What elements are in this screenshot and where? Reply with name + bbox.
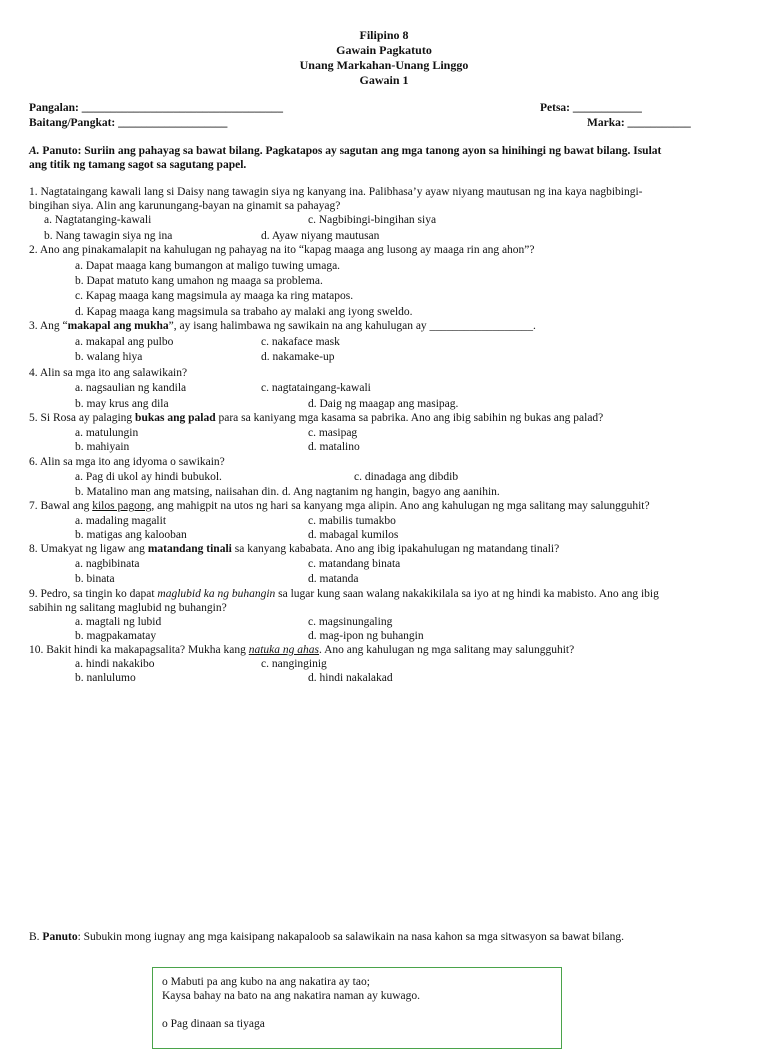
q7-text-pre: 7. Bawal ang (29, 500, 93, 512)
q5-choice-c[interactable]: c. masipag (308, 427, 358, 439)
question-4: 4. Alin sa mga ito ang salawikain? (29, 367, 188, 379)
q9-choice-a[interactable]: a. magtali ng lubid (75, 616, 162, 628)
q10-choice-a[interactable]: a. hindi nakakibo (75, 658, 155, 670)
part-b-letter: B. (29, 931, 43, 943)
date-field[interactable]: Petsa: ____________ (540, 102, 642, 114)
part-b-text: : Subukin mong iugnay ang mga kaisipang nakapaloob sa salawikain na nasa kahon sa mga sitwasyon sa bawat bilang. (77, 931, 625, 943)
q3-bold-phrase: makapal ang mukha (67, 320, 169, 332)
q1-choice-c[interactable]: c. Nagbibingi-bingihan siya (308, 214, 437, 226)
part-a-instruction-line2: ang titik ng tamang sagot sa sagutang papel. (29, 159, 247, 171)
part-b-instruction (29, 930, 624, 944)
question-1-line2: bingihan siya. Alin ang karunungang-bayan na ginamit sa pahayag? (29, 200, 341, 212)
q10-underlined-phrase: natuka ng ahas (248, 644, 320, 656)
q3-choice-d[interactable]: d. nakamake-up (261, 351, 335, 363)
q8-text-pre: 8. Umakyat ng ligaw ang (29, 543, 148, 555)
q3-text-post: ”, ay isang halimbawa ng sawikain na ang kahulugan ay __________________. (168, 320, 536, 332)
q8-bold-phrase: matandang tinali (147, 543, 232, 555)
activity-number: Gawain 1 (359, 73, 409, 87)
part-a-instruction (29, 144, 661, 158)
q8-choice-c[interactable]: c. matandang binata (308, 558, 401, 570)
q5-text-post: para sa kaniyang mga kasama sa pabrika. Ano ang ibig sabihin ng bukas ang palad? (215, 412, 604, 424)
q8-choice-d[interactable]: d. matanda (308, 573, 359, 585)
q10-choice-d[interactable]: d. hindi nakalakad (308, 672, 393, 684)
proverb-line-2: Kaysa bahay na bato na ang nakatira naman ay kuwago. (162, 990, 421, 1002)
question-1: 1. Nagtataingang kawali lang si Daisy nang tawagin siya ng kanyang ina. Palibhasa’y ayaw niyang mautusan ng ina kaya nagbibingi- (29, 186, 643, 198)
q9-text-pre: 9. Pedro, sa tingin ko dapat (29, 588, 158, 600)
name-field[interactable]: Pangalan: ___________________________________ (29, 102, 283, 114)
question-9-line2: sabihin ng salitang maglubid ng buhangin? (29, 602, 227, 614)
q5-text-pre: 5. Si Rosa ay palaging (29, 412, 136, 424)
q5-choice-b[interactable]: b. mahiyain (75, 441, 130, 453)
q10-text-post: . Ano ang kahulugan ng mga salitang may salungguhit? (319, 644, 575, 656)
q4-choice-b[interactable]: b. may krus ang dila (75, 398, 169, 410)
q2-choice-a[interactable]: a. Dapat maaga kang bumangon at maligo tuwing umaga. (75, 260, 341, 272)
q5-bold-phrase: bukas ang palad (135, 412, 216, 424)
subject-title: Filipino 8 (359, 28, 409, 42)
q7-choice-d[interactable]: d. mabagal kumilos (308, 529, 399, 541)
q4-choice-c[interactable]: c. nagtataingang-kawali (261, 382, 371, 394)
grade-section-field[interactable]: Baitang/Pangkat: ___________________ (29, 117, 228, 129)
q1-choice-a[interactable]: a. Nagtatanging-kawali (44, 214, 152, 226)
q4-choice-d[interactable]: d. Daig ng maagap ang masipag. (308, 398, 459, 410)
q9-italic-phrase: maglubid ka ng buhangin (157, 588, 276, 600)
q6-choice-c[interactable]: c. dinadaga ang dibdib (354, 471, 459, 483)
q8-choice-b[interactable]: b. binata (75, 573, 115, 585)
q6-choices-b-d[interactable]: b. Matalino man ang matsing, naiisahan din. d. Ang nagtanim ng hangin, bagyo ang aanihin. (75, 486, 500, 498)
proverb-box (152, 967, 562, 1049)
q9-choice-d[interactable]: d. mag-ipon ng buhangin (308, 630, 424, 642)
question-10 (29, 643, 574, 657)
question-8 (29, 542, 559, 556)
q1-choice-d[interactable]: d. Ayaw niyang mautusan (261, 230, 380, 242)
q2-choice-b[interactable]: b. Dapat matuto kang umahon ng maaga sa problema. (75, 275, 323, 287)
question-6: 6. Alin sa mga ito ang idyoma o sawikain? (29, 456, 225, 468)
q9-choice-c[interactable]: c. magsinungaling (308, 616, 393, 628)
proverb-line-3: o Pag dinaan sa tiyaga (162, 1018, 265, 1030)
q7-underlined-phrase: kilos pagong (92, 500, 152, 512)
question-9 (29, 587, 659, 601)
q1-choice-b[interactable]: b. Nang tawagin siya ng ina (44, 230, 173, 242)
q7-choice-a[interactable]: a. madaling magalit (75, 515, 167, 527)
q10-choice-c[interactable]: c. nanginginig (261, 658, 327, 670)
q10-choice-b[interactable]: b. nanlulumo (75, 672, 136, 684)
q9-text-post: sa lugar kung saan walang nakakikilala sa iyo at ng hindi ka mabisto. Ano ang ibig (275, 588, 659, 600)
q4-choice-a[interactable]: a. nagsaulian ng kandila (75, 382, 187, 394)
q3-choice-c[interactable]: c. nakaface mask (261, 336, 340, 348)
question-7 (29, 499, 650, 513)
q9-choice-b[interactable]: b. magpakamatay (75, 630, 157, 642)
q3-text-pre: 3. Ang “ (29, 320, 68, 332)
q8-choice-a[interactable]: a. nagbibinata (75, 558, 140, 570)
q6-choice-a[interactable]: a. Pag di ukol ay hindi bubukol. (75, 471, 222, 483)
q10-text-pre: 10. Bakit hindi ka makapagsalita? Mukha kang (29, 644, 249, 656)
question-5 (29, 411, 603, 425)
q3-choice-a[interactable]: a. makapal ang pulbo (75, 336, 174, 348)
q2-choice-c[interactable]: c. Kapag maaga kang magsimula ay maaga ka ring matapos. (75, 290, 354, 302)
score-field[interactable]: Marka: ___________ (587, 117, 691, 129)
q5-choice-d[interactable]: d. matalino (308, 441, 360, 453)
part-b-panuto: Panuto (42, 931, 78, 943)
quarter-title: Unang Markahan-Unang Linggo (299, 58, 469, 72)
q7-text-post: , ang mahigpit na utos ng hari sa kanyang mga alipin. Ano ang kahulugan ng mga salitang may salungguhit? (151, 500, 650, 512)
part-a-instruction-text: Panuto: Suriin ang pahayag sa bawat bilang. Pagkatapos ay sagutan ang mga tanong ayon sa hinihingi ng bawat bilang. Isulat (39, 145, 662, 157)
part-a-letter: A. (29, 145, 40, 157)
activity-title: Gawain Pagkatuto (336, 43, 432, 57)
question-3 (29, 319, 536, 333)
q3-choice-b[interactable]: b. walang hiya (75, 351, 143, 363)
proverb-line-1: o Mabuti pa ang kubo na ang nakatira ay tao; (162, 976, 370, 988)
q8-text-post: sa kanyang kababata. Ano ang ibig ipakahulugan ng matandang tinali? (231, 543, 560, 555)
q5-choice-a[interactable]: a. matulungin (75, 427, 139, 439)
q7-choice-b[interactable]: b. matigas ang kalooban (75, 529, 187, 541)
q2-choice-d[interactable]: d. Kapag maaga kang magsimula sa trabaho ay malaki ang iyong sweldo. (75, 306, 413, 318)
question-2: 2. Ano ang pinakamalapit na kahulugan ng pahayag na ito “kapag maaga ang lusong ay maaga rin ang ahon”? (29, 244, 535, 256)
q7-choice-c[interactable]: c. mabilis tumakbo (308, 515, 396, 527)
